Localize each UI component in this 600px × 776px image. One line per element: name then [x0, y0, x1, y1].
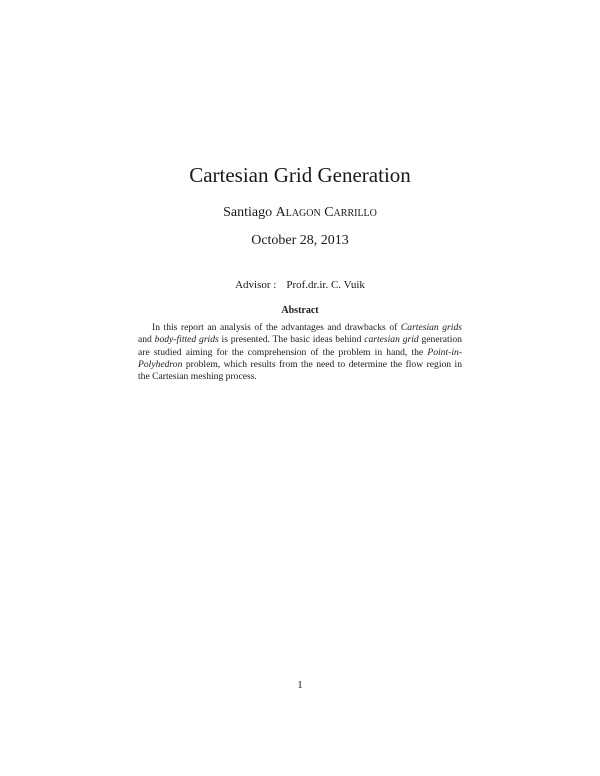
author-line — [0, 204, 600, 222]
paper-date: October 28, 2013 — [251, 233, 349, 248]
page-number: 1 — [297, 679, 303, 691]
advisor-label: Advisor : — [235, 279, 277, 291]
abstract-term-point-in-polyhedron: Point-in-Polyhedron — [138, 346, 462, 370]
abstract-heading: Abstract — [281, 305, 319, 316]
abstract-text: problem, which results from the need to determine the flow region in the Cartesian meshing process. — [138, 358, 462, 383]
abstract-term-cartesian-grid: cartesian grid — [364, 334, 419, 346]
abstract-text: is presented. The basic ideas behind — [218, 334, 365, 346]
abstract-term-cartesian-grids: Cartesian grids — [400, 322, 462, 333]
abstract-text: and — [138, 334, 155, 346]
author-first-name: Santiago — [223, 205, 273, 220]
abstract-body — [138, 322, 462, 383]
abstract-text: generation are studied aiming for the comprehension of the problem in hand, the — [138, 334, 462, 358]
abstract-term-body-fitted-grids: body-fitted grids — [154, 334, 219, 346]
advisor-line — [0, 278, 600, 292]
advisor-name: Prof.dr.ir. C. Vuik — [286, 279, 365, 291]
author-last-name: Alagon Carrillo — [275, 205, 377, 220]
paper-title: Cartesian Grid Generation — [189, 163, 411, 187]
abstract-text: In this report an analysis of the advantages and drawbacks of — [152, 322, 401, 333]
